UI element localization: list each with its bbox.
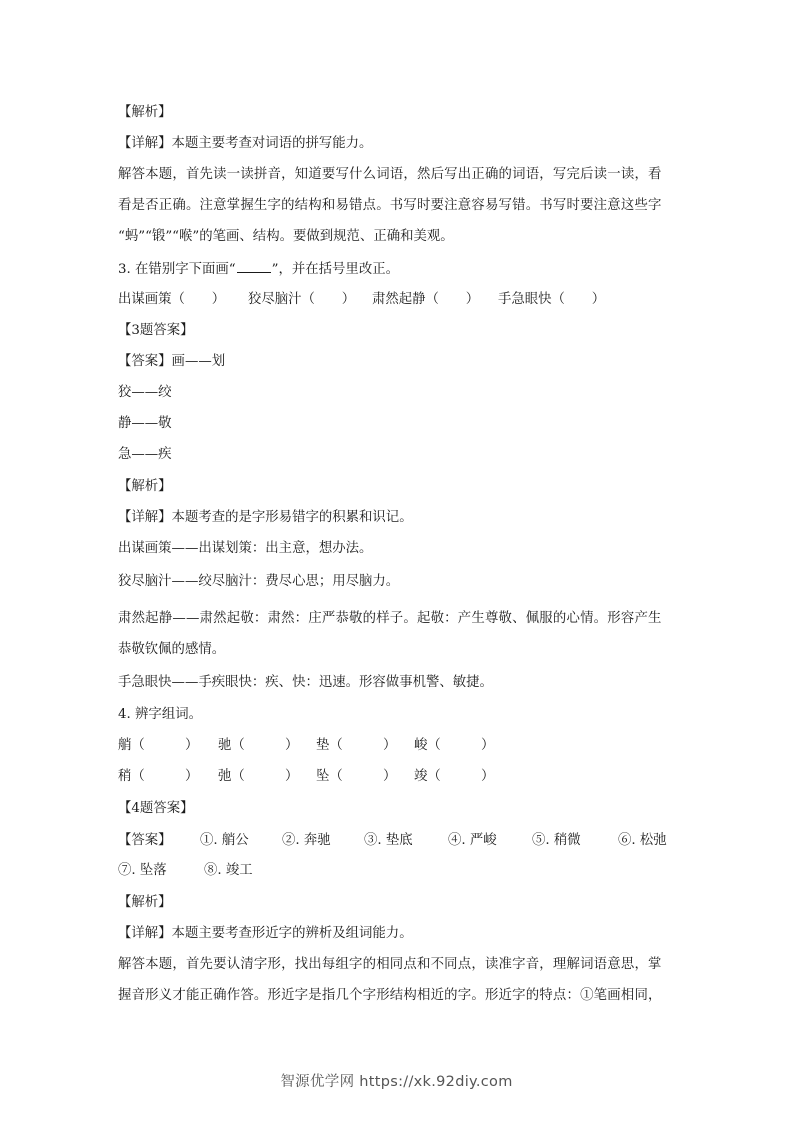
q3-detail: 手急眼快——手疾眼快：疾、快：迅速。形容做事机警、敏捷。: [118, 675, 493, 690]
q3-answer: 急——疾: [118, 447, 172, 462]
q4-detail: 解答本题，首先要认清字形，找出每组字的相同点和不同点，读准字音，理解词语意思，掌: [118, 957, 662, 972]
q3-answer: 静——敬: [118, 416, 172, 431]
question-4-title: 4. 辨字组词。: [118, 707, 202, 722]
q4-detail: 【详解】本题主要考查形近字的辨析及组词能力。: [118, 926, 413, 941]
q3-detail: 出谋画策——出谋划策：出主意，想办法。: [118, 541, 373, 556]
q3-item: 肃然起静（ ）: [372, 292, 480, 307]
q4-answer: ②. 奔驰: [282, 833, 331, 848]
q4-answer: ④. 严峻: [448, 833, 497, 848]
detail-line: 【详解】本题主要考查对词语的拼写能力。: [118, 136, 373, 151]
q4-item: 驰（ ）: [218, 738, 299, 753]
q3-detail: 肃然起静——肃然起敬：肃然：庄严恭敬的样子。起敬：产生尊敬、佩服的心情。形容产生: [118, 611, 662, 626]
q3-detail: 【详解】本题考查的是字形易错字的积累和识记。: [118, 510, 413, 525]
q4-analysis-heading: 【解析】: [118, 895, 172, 910]
q3-answer: 【答案】画——划: [118, 354, 226, 369]
body-text: “蚂”“锻”“喉”的笔画、结构。要做到规范、正确和美观。: [118, 229, 454, 244]
q4-item: 峻（ ）: [414, 738, 495, 753]
q3-item: 手急眼快（ ）: [498, 292, 606, 307]
q3-answer-title: 【3题答案】: [118, 323, 194, 338]
q3-item: 出谋画策（ ）: [118, 292, 226, 307]
q4-detail: 握音形义才能正确作答。形近字是指几个字形结构相近的字。形近字的特点：①笔画相同，: [118, 988, 662, 1003]
q4-answer: ⑧. 竣工: [204, 863, 253, 878]
q3-detail: 狡尽脑汁——绞尽脑汁：费尽心思；用尽脑力。: [118, 574, 400, 589]
underline-blank: [237, 260, 271, 273]
q4-answer: ③. 垫底: [364, 833, 413, 848]
q4-answer: ⑥. 松弛: [618, 833, 667, 848]
q3-detail: 恭敬钦佩的感情。: [118, 642, 226, 657]
body-text: 解答本题，首先读一读拼音，知道要写什么词语，然后写出正确的词语，写完后读一读，看: [118, 167, 662, 182]
footer-watermark: 智源优学网 https://xk.92diy.com: [280, 1074, 513, 1090]
question-3-title: 3. 在错别字下面画“ ”，并在括号里改正。: [118, 262, 399, 277]
q4-answer-title: 【4题答案】: [118, 801, 194, 816]
q3-analysis-heading: 【解析】: [118, 479, 172, 494]
q4-item: 竣（ ）: [414, 769, 495, 784]
q4-item: 弛（ ）: [218, 769, 299, 784]
q3-item: 狡尽脑汁（ ）: [248, 292, 356, 307]
q4-answer: ⑤. 稍微: [532, 833, 581, 848]
body-text: 看是否正确。注意掌握生字的结构和易错点。书写时要注意容易写错。书写时要注意这些字: [118, 198, 662, 213]
q4-item: 垫（ ）: [316, 738, 397, 753]
analysis-heading: 【解析】: [118, 105, 172, 120]
q4-answer: ⑦. 坠落: [118, 863, 167, 878]
q4-answer-label: 【答案】: [118, 833, 172, 848]
q4-answer: ①. 艄公: [200, 833, 249, 848]
q4-item: 艄（ ）: [118, 738, 199, 753]
q4-item: 坠（ ）: [316, 769, 397, 784]
q3-answer: 狡——绞: [118, 385, 172, 400]
q4-item: 稍（ ）: [118, 769, 199, 784]
